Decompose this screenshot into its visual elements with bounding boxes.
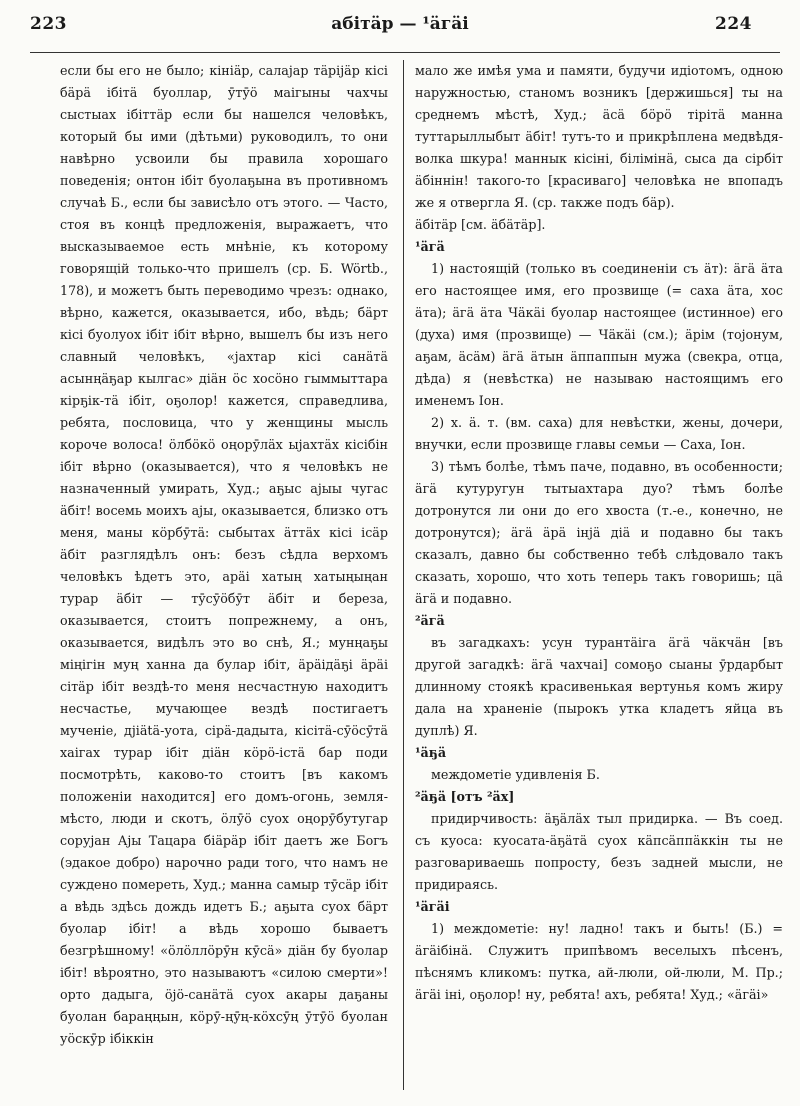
left-column (60, 60, 388, 1100)
entry-headword: ¹äҕä (415, 745, 447, 760)
running-head: абiтäр — ¹äгäi (331, 14, 469, 34)
entry-headword: ²äгä (415, 613, 445, 628)
cross-reference: äбiтäр [см. äбäтäр]. (415, 217, 546, 232)
entry-headword: ²äҕä [отъ ²äх] (415, 789, 515, 804)
column-divider (403, 60, 404, 1090)
entry-sense: 3) тѣмъ болѣе, тѣмъ паче, подавно, въ особенности; äгä кутуругун тытыахтара дуо? тѣмъ болѣе дотронутся ли они до его хвоста (т.-е., конечно, не дотронутся); äгä äрä iнjä дiä и подавно бы такъ сказалъ, давно бы собственно тебѣ слѣдовало такъ сказать, хорошо, что хоть теперь такъ говоришь; цä äгä и подавно. (415, 459, 783, 606)
left-column-text: если бы его не было; кiнiäр, салаjар тäрijäр кiсi бäрä ібiтä буоллар, ӯтӯö маiгыны чахчы сыстыах ібiттäр если бы нашелся человѣкъ, который бы ими (дѣтьми) руководилъ, то они навѣрно усвоили бы правила хорошаго поведенiя; онтон ібiт буолаҕына въ противномъ случаѣ Б., если бы зависѣло отъ этого. — Часто, стоя въ концѣ предложенiя, выражаетъ, что высказываемое есть мнѣнiе, къ которому говорящiй только-что пришелъ (ср. Б. Wörtb., 178), и можетъ быть переводимо чрезъ: однако, вѣрно, кажется, оказывается, ибо, вѣдь; бäрт кiсi буолуох ібiт ібiт вѣрно, вышелъ бы изъ него славный человѣкъ, «jахтар кiсi санäтä асынңäҕар кылгас» дiäн öс хосöно гыммыттара кiрҕiк-тä ібiт, оҕолор! кажется, справедлива, ребята, пословица, что у женщины мысль короче волоса! öлбöкö оңорӯлäх ыjахтäх кiсiбiн ібiт вѣрно (оказывается), что я человѣкъ не назначенный умирать, Худ.; аҕыс аjыы чугас äбiт! восемь моихъ аjы, оказывается, близко отъ меня, маны кöрбӯтä: сыбытах äттäх кiсi iсäр äбiт разглядѣлъ онъ: безъ сѣдла верхомъ человѣкъ ѣдетъ это, арäi хатың хатыңыңан турар äбiт — тӯсӯöбӯт äбiт и береза, оказывается, стоитъ попрежнему, а онъ, оказывается, видѣлъ это во снѣ, Я.; мунңаҕы мiңiгiн муң ханна да булар ібiт, äрäiдäҕi äрäi сiтäр ібiт вездѣ-то меня несчастную находитъ несчастье, мучающее вездѣ постигаетъ мученiе, дjiätä-уота, сiрä-дадыта, кiсiтä-сӯöсӯтä хаiгах турар ібiт дiäн кöрö-iстä бар поди посмотрѣть, каково-то стоитъ [въ какомъ положенiи находится] его домъ-огонь, земля-мѣсто, люди и скотъ, öлӯö суох оңорӯбутугар соруjан Аjы Тацара бiäрäр ібiт даетъ же Богъ (эдакое добро) нарочно ради того, что намъ не суждено помереть, Худ.; манна самыр тӯсäр ібiт а вѣдь здѣсь дождь идетъ Б.; аҕыта суох бäрт буолар ібiт! а вѣдь хорошо бываетъ безгрѣшному! «öлöллöрӯн кӯсä» дiäн бу буолар ібiт! вѣроятно, это называютъ «силою смерти»! орто дадыга, öjö-санäтä суох акары даҕаны буолан бараңңын, кöрӯ-ңӯң-кöхсӯң ӯтӯö буолан уöскӯр ібiккiн (60, 63, 388, 1046)
entry-body: междометiе удивленiя Б. (431, 767, 600, 782)
header-rule (30, 52, 780, 53)
entry-headword: ¹äгä (415, 239, 445, 254)
entry-sense: 2) х. ä. т. (вм. саха) для невѣстки, жены, дочери, внучки, если прозвище главы семьи — Саха, Іон. (415, 415, 783, 452)
right-column (415, 60, 783, 1100)
page-number-right: 224 (715, 14, 752, 34)
entry-body: въ загадкахъ: усун турантäiга äгä чäкчäн [въ другой загадкѣ: äгä чахчаi] сомоҕо сыаны ӯрдарбыт длинному стоякѣ красивенькая вертунья комъ жиру дала на храненiе (пырокъ утка кладетъ яйца въ дуплѣ) Я. (415, 635, 783, 738)
page-header (0, 0, 800, 48)
entry-body: 1) междометiе: ну! ладно! такъ и быть! (Б.) = äгäiбiнä. Служитъ припѣвомъ веселыхъ пѣсенъ, пѣснямъ кликомъ: путка, ай-люли, ой-люли, М. Пр.; äгäi iнi, оҕолор! ну, ребята! ахъ, ребята! Худ.; «äгäi» (415, 921, 783, 1002)
entry-body: придирчивость: äҕäлäх тыл придирка. — Въ соед. съ куоса: куосата-äҕäтä суох кäпсäппäккiн ты не разговариваешь попросту, безъ задней мысли, не придираясь. (415, 811, 783, 892)
continuation-text: мало же имѣя ума и памяти, будучи идiотомъ, одною наружностью, станомъ возникъ [держишься] ты на среднемъ мѣстѣ, Худ.; äсä бöрö тiрiтä манна туттарыллыбыт äбiт! тутъ-то и прикрѣплена медвѣдя-волка шкура! маннык кiсiнi, бiлiмiнä, сыса да сiрбiт äбiннiн! такого-то [красиваго] человѣка не впопадъ же я отвергла Я. (ср. также подъ бäр). (415, 63, 783, 210)
entry-sense: 1) настоящiй (только въ соединенiи съ äт): äгä äта его настоящее имя, его прозвище (= саха äта, хос äта); äгä äта Чäкäi буолар настоящее (истинное) его (духа) имя (прозвище) — Чäкäi (см.); äрiм (тојонум, аҕам, äсäм) äгä äтын äппаппын мужа (свекра, отца, дѣда) я (невѣстка) не называю настоящимъ его именемъ Іон. (415, 261, 783, 408)
entry-headword: ¹äгäi (415, 899, 450, 914)
page-number-left: 223 (30, 14, 67, 34)
